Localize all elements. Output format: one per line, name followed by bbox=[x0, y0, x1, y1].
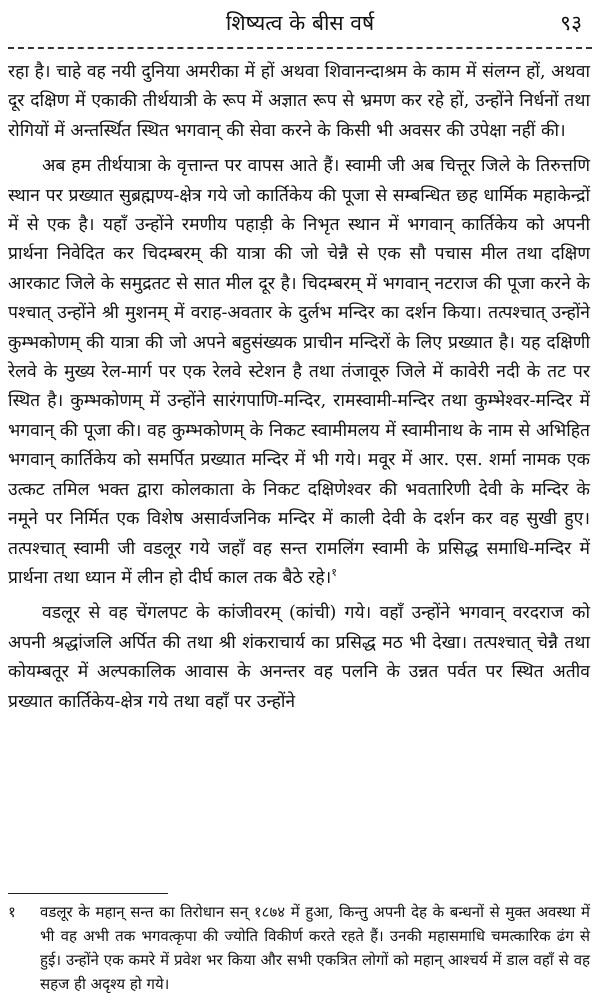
page-number: ९३ bbox=[560, 11, 582, 35]
footnote-text: वडलूर के महान् सन्त का तिरोधान सन् १८७४ में हुआ, किन्तु अपनी देह के बन्धनों से मुक्त अवस्था में भी वह अभी तक भगवत्कृपा की ज्योति विकीर्ण करते रहते हैं। उनकी महासमाधि चमत्कारिक ढंग से हुई। उन्होंने एक कमरे में प्रवेश भर किया और सभी एकत्रित लोगों को महान् आश्चर्य में डाल वहाँ से वह सहज ही अदृश्य हो गये। bbox=[40, 903, 590, 993]
running-title: शिष्यत्व के बीस वर्ष bbox=[225, 11, 375, 35]
header-divider bbox=[8, 47, 592, 49]
footnote-reference-mark[interactable]: १ bbox=[331, 566, 338, 580]
footnote-number: १ bbox=[8, 903, 16, 921]
paragraph-2-text: अब हम तीर्थयात्रा के वृत्तान्त पर वापस आते हैं। स्वामी जी अब चित्तूर जिले के तिरुत्तणि स्थान पर प्रख्यात सुब्रह्मण्य-क्षेत्र गये जो कार्तिकेय की पूजा से सम्बन्धित छह धार्मिक महाकेन्द्रों में से एक है। यहाँ उन्होंने रमणीय पहाड़ी के निभृत स्थान में भगवान् कार्तिकेय को अपनी प्रार्थना निवेदित कर चिदम्बरम् की यात्रा की जो चेन्नै से एक सौ पचास मील तथा दक्षिण आरकाट जिले के समुद्रतट से सात मील दूर है। चिदम्बरम् में भगवान् नटराज की पूजा करने के पश्चात् उन्होंने श्री मुशनम् में वराह-अवतार के दुर्लभ मन्दिर का दर्शन किया। तत्पश्चात् उन्होंने कुम्भकोणम् की यात्रा की जो अपने बहुसंख्यक प्राचीन मन्दिरों के लिए प्रख्यात है। यह दक्षिणी रेलवे के मुख्य रेल-मार्ग पर एक रेलवे स्टेशन है तथा तंजावूरु जिले में कावेरी नदी के तट पर स्थित है। कुम्भकोणम् में उन्होंने सारंगपाणि-मन्दिर, रामस्वामी-मन्दिर तथा कुम्भेश्वर-मन्दिर में भगवान् की पूजा की। वह कुम्भकोणम् के निकट स्वामीमलय में स्वामीनाथ के नाम से अभिहित भगवान् कार्तिकेय को समर्पित प्रख्यात मन्दिर में भी गये। मवूर में आर. एस. शर्मा नामक एक उत्कट तमिल भक्त द्वारा कोलकाता के निकट दक्षिणेश्वर की भवतारिणी देवी के मन्दिर के नमूने पर निर्मित एक विशेष असार्वजनिक मन्दिर में काली देवी के दर्शन कर वह सुखी हुए। तत्पश्चात् स्वामी जी वडलूर गये जहाँ वह सन्त रामलिंग स्वामी के प्रसिद्ध समाधि-मन्दिर में प्रार्थना तथा ध्यान में लीन हो दीर्घ काल तक बैठे रहे। bbox=[8, 156, 590, 588]
paragraph-3-text: वडलूर से वह चेंगलपट के कांजीवरम् (कांची) गये। वहाँ उन्होंने भगवान् वरदराज को अपनी श्रद्धांजलि अर्पित की तथा श्री शंकराचार्य का प्रसिद्ध मठ भी देखा। तत्पश्चात् चेन्नै तथा कोयम्बतूर में अल्पकालिक आवास के अनन्तर वह पलनि के उन्नत पर्वत पर स्थित अतीव प्रख्यात कार्तिकेय-क्षेत्र गये तथा वहाँ पर उन्होंने bbox=[8, 603, 590, 712]
paragraph-2 bbox=[8, 152, 590, 593]
paragraph-1-text: रहा है। चाहे वह नयी दुनिया अमरीका में हों अथवा शिवानन्दाश्रम के काम में संलग्न हों, अथवा दूर दक्षिण में एकाकी तीर्थयात्री के रूप में अज्ञात रूप से भ्रमण कर रहे हों, उन्होंने निर्धनों तथा रोगियों में अन्तर्स्थित स्थित भगवान् की सेवा करने के किसी भी अवसर की उपेक्षा नहीं की। bbox=[8, 62, 590, 141]
footnote bbox=[8, 900, 590, 996]
footnote-divider bbox=[8, 893, 168, 894]
page-header bbox=[8, 6, 592, 40]
main-text bbox=[8, 58, 590, 723]
paragraph-3 bbox=[8, 599, 590, 717]
paragraph-1 bbox=[8, 58, 590, 146]
